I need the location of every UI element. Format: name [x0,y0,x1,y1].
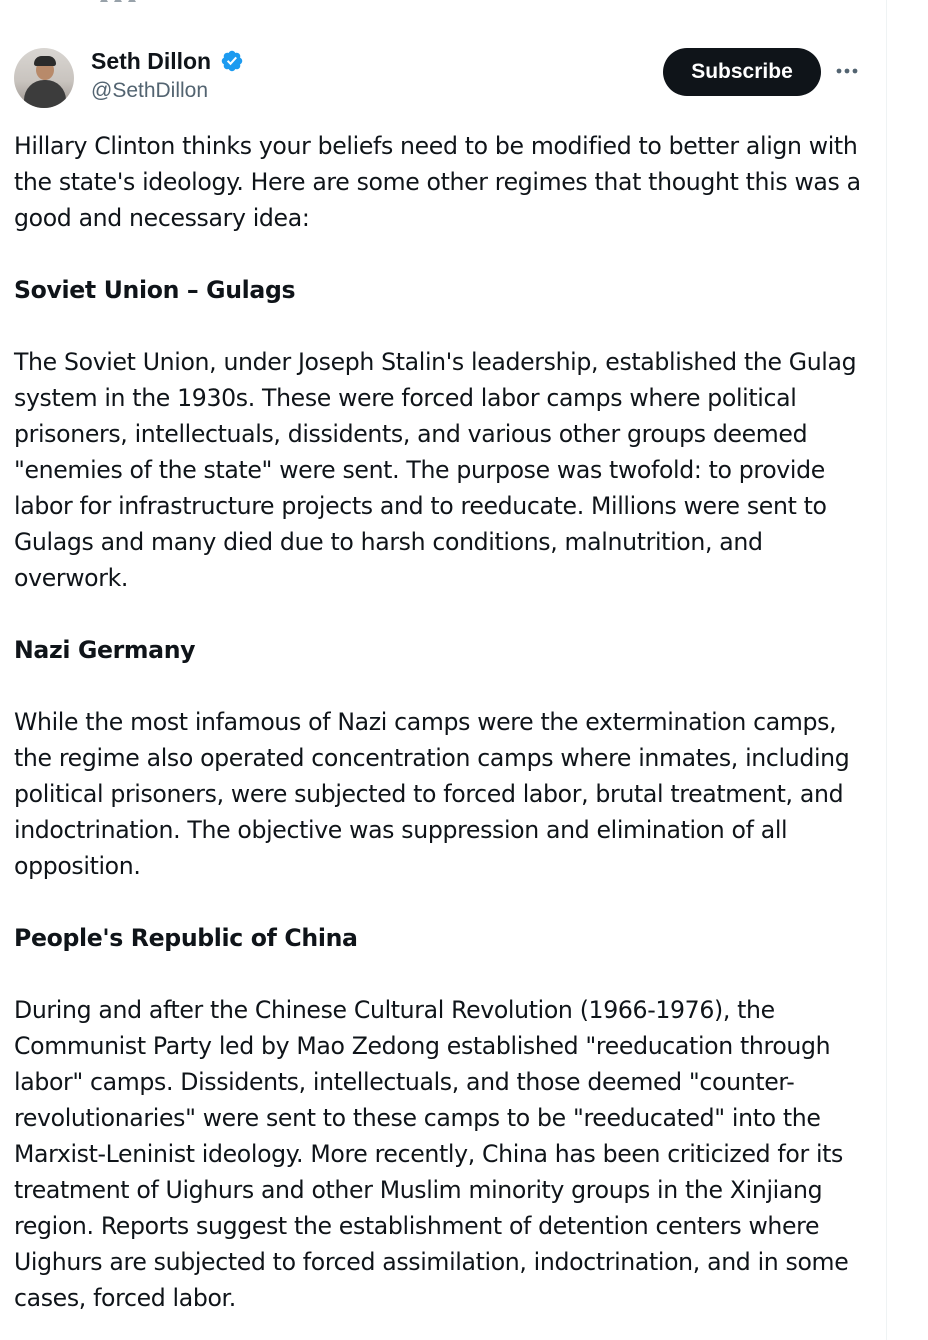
subscribe-button[interactable]: Subscribe [663,48,821,96]
section-text-soviet-union: The Soviet Union, under Joseph Stalin's leadership, established the Gulag system in the 1930s. These were forced labor camps where political prisoners, intellectuals, dissidents, and various other groups deemed "enemies of the state" were sent. The purpose was twofold: to provide labor for infrastructure projects and to reeducate. Millions were sent to Gulags and many died due to harsh conditions, malnutrition, and overwork. [14,348,857,592]
avatar-body-shape [24,80,66,108]
paragraph-gap [14,956,876,992]
verified-badge-icon[interactable] [220,49,244,73]
author-display-name[interactable]: Seth Dillon [91,48,212,74]
section-heading-nazi-germany: Nazi Germany [14,636,196,664]
avatar-cap-shape [34,56,56,66]
tweet-text [14,128,876,1316]
fragment-dot [100,0,108,2]
paragraph-gap [14,884,876,920]
section-text-china: During and after the Chinese Cultural Revolution (1966-1976), the Communist Party led by Mao Zedong established "reeducation through labor" camps. Dissidents, intellectuals, and those deemed "counter-revolutionaries" were sent to these camps to be "reeducated" into the Marxist-Leninist ideology. More recently, China has been criticized for its treatment of Uighurs and other Muslim minority groups in the Xinjiang region. Reports suggest the establishment of detention centers where Uighurs are subjected to forced assimilation, indoctrination, and in some cases, forced labor. [14,996,849,1312]
fragment-dot [114,0,122,2]
more-horizontal-icon[interactable] [834,60,860,82]
section-heading-soviet-union: Soviet Union – Gulags [14,276,296,304]
fragment-dot [128,0,136,2]
author-handle[interactable]: @SethDillon [91,79,209,102]
paragraph-gap [14,308,876,344]
column-divider [886,0,887,1340]
author-name-block [91,46,244,106]
paragraph-gap [14,668,876,704]
tweet-header [14,46,874,110]
avatar[interactable] [14,48,74,108]
tweet-intro-paragraph: Hillary Clinton thinks your beliefs need to be modified to better align with the state's ideology. Here are some other regimes that thought this was a good and necessary idea: [14,132,861,232]
section-heading-china: People's Republic of China [14,924,358,952]
previous-post-fragment [100,0,170,2]
section-text-nazi-germany: While the most infamous of Nazi camps were the extermination camps, the regime also operated concentration camps where inmates, including political prisoners, were subjected to forced labor, brutal treatment, and indoctrination. The objective was suppression and elimination of all opposition. [14,708,850,880]
paragraph-gap [14,596,876,632]
paragraph-gap [14,236,876,272]
